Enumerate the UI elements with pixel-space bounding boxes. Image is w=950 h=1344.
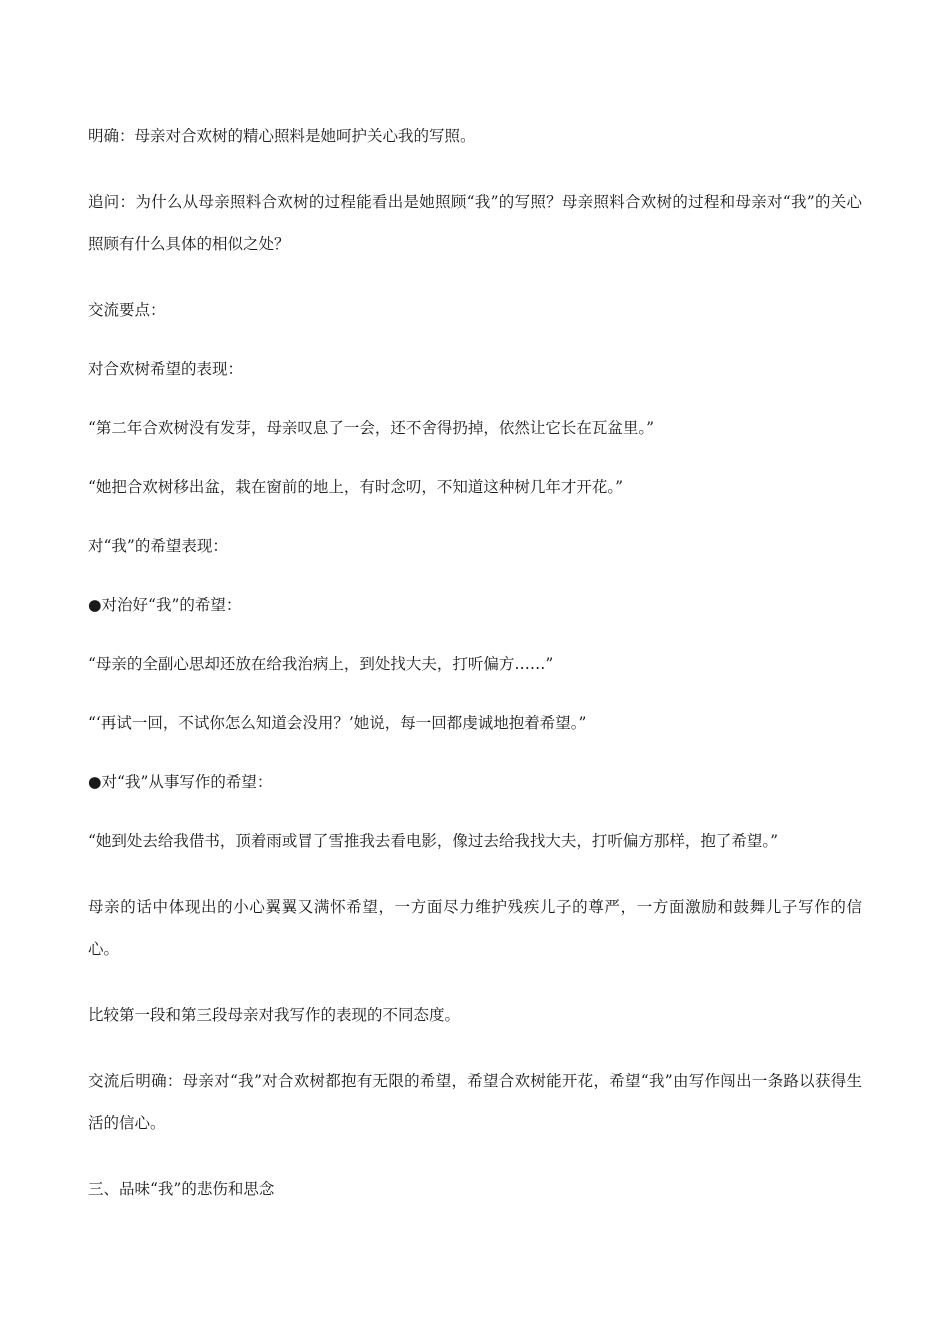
paragraph-tree-hope-heading: 对合欢树希望的表现： bbox=[88, 360, 244, 378]
paragraph-compare: 比较第一段和第三段母亲对我写作的表现的不同态度。 bbox=[88, 1006, 461, 1024]
paragraph-quote-2: “她把合欢树移出盆，栽在窗前的地上，有时念叨，不知道这种树几年才开花。” bbox=[88, 478, 624, 496]
paragraph-my-hope-heading: 对“我”的希望表现： bbox=[88, 537, 228, 555]
paragraph-discussion-points: 交流要点： bbox=[88, 301, 166, 319]
paragraph-quote-5: “她到处去给我借书，顶着雨或冒了雪推我去看电影，像过去给我找大夫，打听偏方那样，抱了希望。” bbox=[88, 832, 779, 850]
paragraph-quote-3: “母亲的全副心思却还放在给我治病上，到处找大夫，打听偏方……” bbox=[88, 655, 554, 673]
paragraph-conclusion-2: 交流后明确：母亲对“我”对合欢树都抱有无限的希望，希望合欢树能开花，希望“我”由写作闯出一条路以获得生活的信心。 bbox=[88, 1072, 862, 1132]
paragraph-conclusion-1: 明确：母亲对合欢树的精心照料是她呵护关心我的写照。 bbox=[88, 127, 476, 145]
paragraph-bullet-writing: ●对“我”从事写作的希望： bbox=[88, 773, 273, 791]
paragraph-bullet-cure: ●对治好“我”的希望： bbox=[88, 596, 242, 614]
paragraph-quote-4: “‘再试一回，不试你怎么知道会没用？’她说，每一回都虔诚地抱着希望。” bbox=[88, 714, 587, 732]
paragraph-follow-up-question: 追问：为什么从母亲照料合欢树的过程能看出是她照顾“我”的写照？母亲照料合欢树的过程和母亲对“我”的关心照顾有什么具体的相似之处？ bbox=[88, 193, 862, 253]
paragraph-quote-1: “第二年合欢树没有发芽，母亲叹息了一会，还不舍得扔掉，依然让它长在瓦盆里。” bbox=[88, 419, 655, 437]
section-heading-3: 三、品味“我”的悲伤和思念 bbox=[88, 1180, 275, 1198]
document-body bbox=[88, 122, 862, 1234]
paragraph-mother-words: 母亲的话中体现出的小心翼翼又满怀希望，一方面尽力维护残疾儿子的尊严，一方面激励和鼓舞儿子写作的信心。 bbox=[88, 898, 862, 958]
